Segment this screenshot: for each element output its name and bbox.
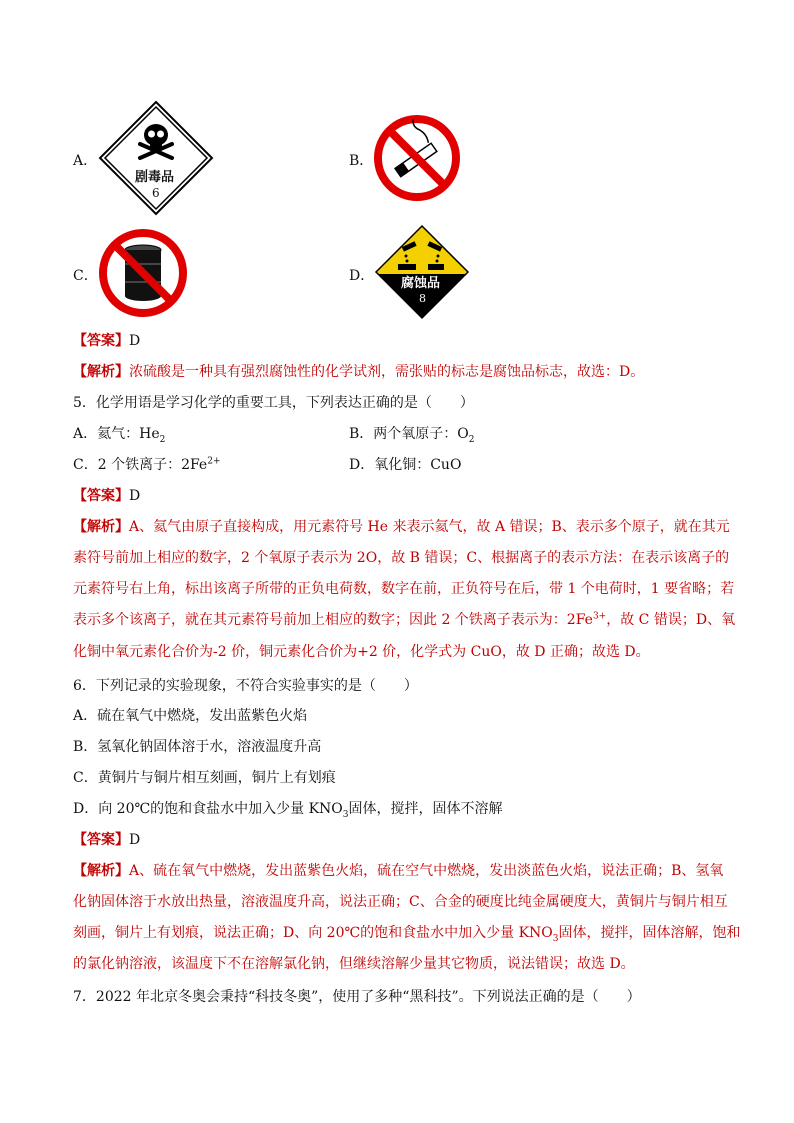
q5-option-b-text: B．两个氧原子：O: [349, 426, 469, 442]
q5-option-c-text: C．2 个铁离子：2Fe: [73, 457, 208, 473]
analysis-tag: 【解析】: [73, 519, 129, 535]
analysis-text: A、氦气由原子直接构成，用元素符号 He 来表示氦气，故 A 错误；B、表示多个原子，就在其元: [129, 519, 730, 535]
q6-option-b: B．氢氧化钠固体溶于水，溶液温度升高: [73, 739, 322, 755]
q6-stem: 6．下列记录的实验现象，不符合实验事实的是（ ）: [73, 678, 418, 694]
q5-analysis-line-5: 化铜中氧元素化合价为-2 价，铜元素化合价为+2 价，化学式为 CuO，故 D 正确；故选 D。: [73, 644, 650, 660]
q6-option-d: [73, 799, 503, 819]
answer-value: D: [129, 832, 141, 848]
toxic-sign-number: 6: [152, 186, 160, 200]
q6-option-c: C．黄铜片与铜片相互刻画，铜片上有划痕: [73, 770, 336, 786]
q4-analysis-line: [73, 362, 644, 382]
q6-option-a: A．硫在氧气中燃烧，发出蓝紫色火焰: [73, 708, 308, 724]
analysis-tag: 【解析】: [73, 863, 129, 879]
q6-analysis-line-2: 化钠固体溶于水放出热量，溶液温度升高，说法正确；C、合金的硬度比纯金属硬度大，黄铜片与铜片相互: [73, 894, 728, 910]
analysis-text: 浓硫酸是一种具有强烈腐蚀性的化学试剂，需张贴的标志是腐蚀品标志，故选：D。: [129, 364, 645, 380]
option-a-label: A．: [73, 153, 98, 169]
answer-tag: 【答案】: [73, 488, 129, 504]
q5-analysis-line-4-post: ，故 C 错误；D、氧: [606, 612, 736, 628]
q5-analysis-line-4-sup: 3+: [592, 611, 607, 622]
q6-analysis-line-3-sub: 3: [552, 933, 559, 944]
q5-analysis-line-4-text: 表示多个该离子，就在其元素符号前加上相应的数字；因此 2 个铁离子表示为：2Fe: [73, 612, 593, 628]
q6-option-d-post: 固体，搅拌，固体不溶解: [348, 801, 503, 817]
answer-tag: 【答案】: [73, 333, 129, 349]
toxic-sign-text: 剧毒品: [135, 170, 175, 185]
option-d-label: D．: [349, 268, 375, 284]
q5-analysis-line-1: [73, 517, 730, 537]
q6-analysis-line-3-text: 刻画，铜片上有划痕，说法正确；D、向 20℃的饱和食盐水中加入少量 KNO: [73, 925, 553, 941]
analysis-text: A、硫在氧气中燃烧，发出蓝紫色火焰，硫在空气中燃烧，发出淡蓝色火焰，说法正确；B、氢氧: [129, 863, 724, 879]
q6-answer-line: [73, 830, 140, 850]
q5-option-a-text: A．氦气：He: [73, 426, 160, 442]
no-barrel-icon: [96, 228, 190, 318]
q6-option-d-sub: 3: [342, 809, 349, 820]
no-smoking-icon: [373, 114, 461, 202]
q5-analysis-line-2: 素符号前加上相应的数字，2 个氧原子表示为 2O，故 B 错误；C、根据离子的表示方法：在表示该离子的: [73, 550, 730, 566]
q5-option-d: D．氧化铜：CuO: [349, 457, 462, 473]
q5-option-b: [349, 424, 475, 444]
q5-option-c-sup: 2+: [207, 456, 221, 467]
q6-analysis-line-1: [73, 861, 723, 881]
q5-option-a-sub: 2: [159, 434, 166, 445]
q5-analysis-line-3: 元素符号右上角，标出该离子所带的正负电荷数，数字在前，正负符号在后，带 1 个电荷时，1 要省略；若: [73, 581, 735, 597]
analysis-tag: 【解析】: [73, 364, 129, 380]
answer-value: D: [129, 333, 141, 349]
q6-analysis-line-3: [73, 923, 741, 943]
option-b-label: B．: [349, 153, 374, 169]
q5-option-c: [73, 455, 221, 475]
q7-stem: 7．2022 年北京冬奥会秉持“科技冬奥”，使用了多种“黑科技”。下列说法正确的是（ ）: [73, 989, 641, 1005]
option-c-label: C．: [73, 268, 98, 284]
q5-option-b-sub: 2: [468, 434, 475, 445]
q5-option-a: [73, 424, 165, 444]
q6-analysis-line-3-post: 固体，搅拌，固体溶解，饱和: [558, 925, 741, 941]
corrosive-sign-number: 8: [419, 292, 426, 305]
q6-option-d-text: D．向 20℃的饱和食盐水中加入少量 KNO: [73, 801, 343, 817]
q5-stem: 5．化学用语是学习化学的重要工具，下列表达正确的是（ ）: [73, 395, 474, 411]
answer-value: D: [129, 488, 141, 504]
q4-answer-line: [73, 331, 140, 351]
answer-tag: 【答案】: [73, 832, 129, 848]
q5-analysis-line-4: [73, 610, 735, 630]
q5-answer-line: [73, 486, 140, 506]
q6-analysis-line-4: 的氯化钠溶液，该温度下不在溶解氯化钠，但继续溶解少量其它物质，说法错误；故选 D。: [73, 956, 635, 972]
corrosive-sign-text: 腐蚀品: [401, 276, 441, 291]
